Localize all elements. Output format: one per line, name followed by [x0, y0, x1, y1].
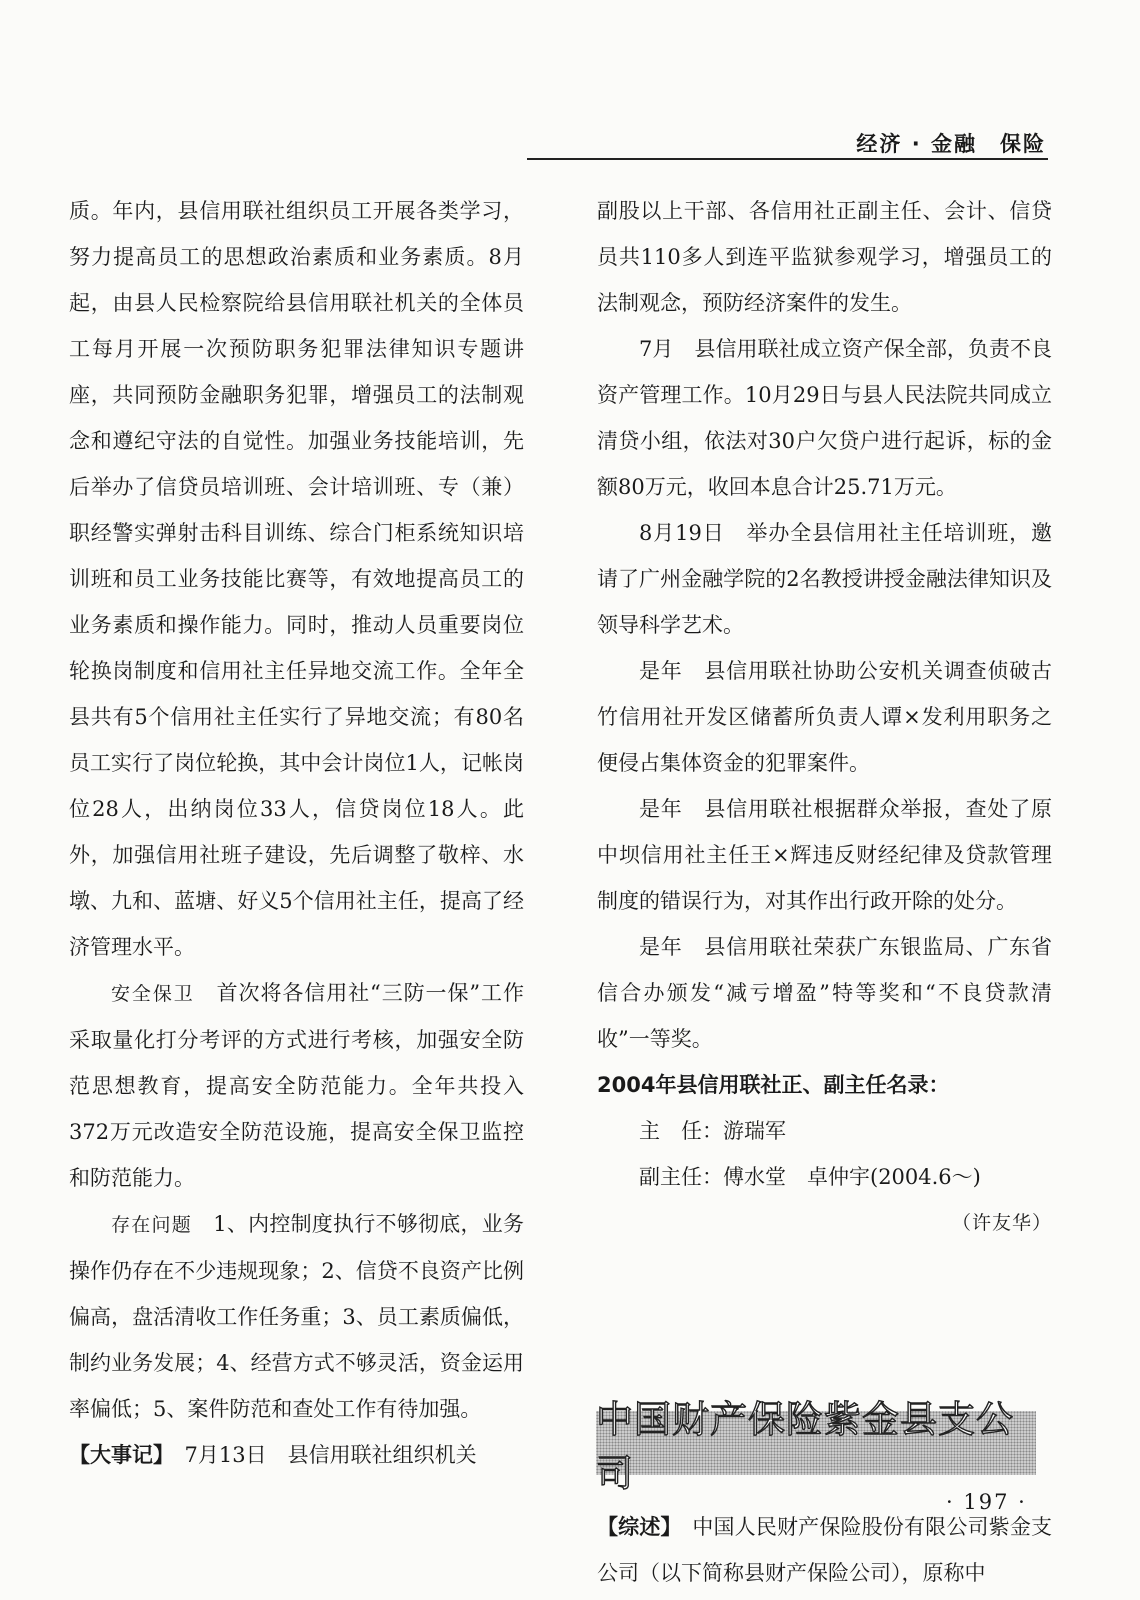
- event-text: 县信用联社荣获广东银监局、广东省信合办颁发“减亏增盈”特等奖和“不良贷款清收”一等奖。: [597, 935, 1053, 1051]
- summary-label: 【综述】: [597, 1515, 672, 1539]
- event-text: 县信用联社成立资产保全部，负责不良资产管理工作。10月29日与县人民法院共同成立清贷小组，依法对30户欠贷户进行起诉，标的金额80万元，收回本息合计25.71万元。: [597, 337, 1053, 499]
- event-item: [597, 326, 1052, 510]
- event-date: 是年: [639, 659, 683, 683]
- security-text: 首次将各信用社“三防一保”工作采取量化打分考评的方式进行考核，加强安全防范思想教育，提高安全防范能力。全年共投入372万元改造安全防范设施，提高安全保卫监控和防范能力。: [69, 981, 524, 1190]
- roster-director: [597, 1108, 1052, 1154]
- event-date: 8月19日: [639, 521, 725, 545]
- header-rule: [527, 158, 1048, 160]
- events-first-continued: 副股以上干部、各信用社正副主任、会计、信贷员共110多人到连平监狱参观学习，增强员工的法制观念，预防经济案件的发生。: [597, 199, 1052, 315]
- event-item: [597, 786, 1052, 924]
- roster-deputies: [597, 1154, 1052, 1200]
- problems-text: 1、内控制度执行不够彻底，业务操作仍存在不少违规现象；2、信贷不良资产比例偏高，盘活清收工作任务重；3、员工素质偏低，制约业务发展；4、经营方式不够灵活，资金运用率偏低；5、案件防范和查处工作有待加强。: [69, 1212, 524, 1421]
- events-label: 【大事记】: [69, 1443, 164, 1467]
- roster-director-name: 游瑞军: [723, 1119, 786, 1143]
- problems-heading: 存在问题: [111, 1214, 192, 1236]
- left-column: [69, 188, 524, 1478]
- roster-deputy-names: 傅水堂 卓仲宇(2004.6～): [723, 1165, 981, 1189]
- roster-title: 2004年县信用联社正、副主任名录：: [597, 1073, 950, 1097]
- event-text: 县信用联社协助公安机关调查侦破古竹信用社开发区储蓄所负责人谭×发利用职务之便侵占集体资金的犯罪案件。: [597, 659, 1053, 775]
- event-date: 是年: [639, 935, 683, 959]
- summary-paragraph: [597, 1504, 1052, 1596]
- author-credit: （许友华）: [951, 1212, 1052, 1234]
- section-header: 经济 · 金融 保险: [856, 132, 1046, 156]
- roster-deputy-label: 副主任：: [639, 1165, 723, 1189]
- events-first-text: 县信用联社组织机关: [287, 1443, 477, 1467]
- event-text: 县信用联社根据群众举报，查处了原中坝信用社主任王×辉违反财经纪律及贷款管理制度的错误行为，对其作出行政开除的处分。: [597, 797, 1053, 913]
- event-item: [597, 924, 1052, 1062]
- problems-paragraph: [69, 1201, 524, 1432]
- left-paragraph-continued: 质。年内，县信用联社组织员工开展各类学习，努力提高员工的思想政治素质和业务素质。8月起，由县人民检察院给县信用联社机关的全体员工每月开展一次预防职务犯罪法律知识专题讲座，共同预防金融职务犯罪，增强员工的法制观念和遵纪守法的自觉性。加强业务技能培训，先后举办了信贷员培训班、会计培训班、专（兼）职经警实弹射击科目训练、综合门柜系统知识培训班和员工业务技能比赛等，有效地提高员工的业务素质和操作能力。同时，推动人员重要岗位轮换岗制度和信用社主任异地交流工作。全年全县共有5个信用社主任实行了异地交流；有80名员工实行了岗位轮换，其中会计岗位1人，记帐岗位28人，出纳岗位33人，信贷岗位18人。此外，加强信用社班子建设，先后调整了敬梓、水墩、九和、蓝塘、好义5个信用社主任，提高了经济管理水平。: [69, 199, 524, 959]
- events-first-paragraph: [69, 1432, 524, 1478]
- event-item: [597, 648, 1052, 786]
- summary-block: [597, 1504, 1052, 1596]
- section-banner-title: 中国财产保险紫金县支公司: [596, 1398, 1014, 1495]
- roster-director-label: 主 任：: [639, 1119, 723, 1143]
- summary-text: 中国人民财产保险股份有限公司紫金支公司（以下简称县财产保险公司），原称中: [597, 1515, 1053, 1585]
- security-paragraph: [69, 970, 524, 1201]
- event-item: [597, 510, 1052, 648]
- events-first-date: 7月13日: [184, 1443, 267, 1467]
- security-heading: 安全保卫: [111, 983, 195, 1005]
- event-text: 举办全县信用社主任培训班，邀请了广州金融学院的2名教授讲授金融法律知识及领导科学艺术。: [597, 521, 1053, 637]
- event-date: 7月: [639, 337, 674, 361]
- section-banner: [596, 1398, 1036, 1495]
- event-date: 是年: [639, 797, 683, 821]
- right-column: [597, 188, 1052, 1246]
- page-number: · 197 ·: [946, 1490, 1027, 1514]
